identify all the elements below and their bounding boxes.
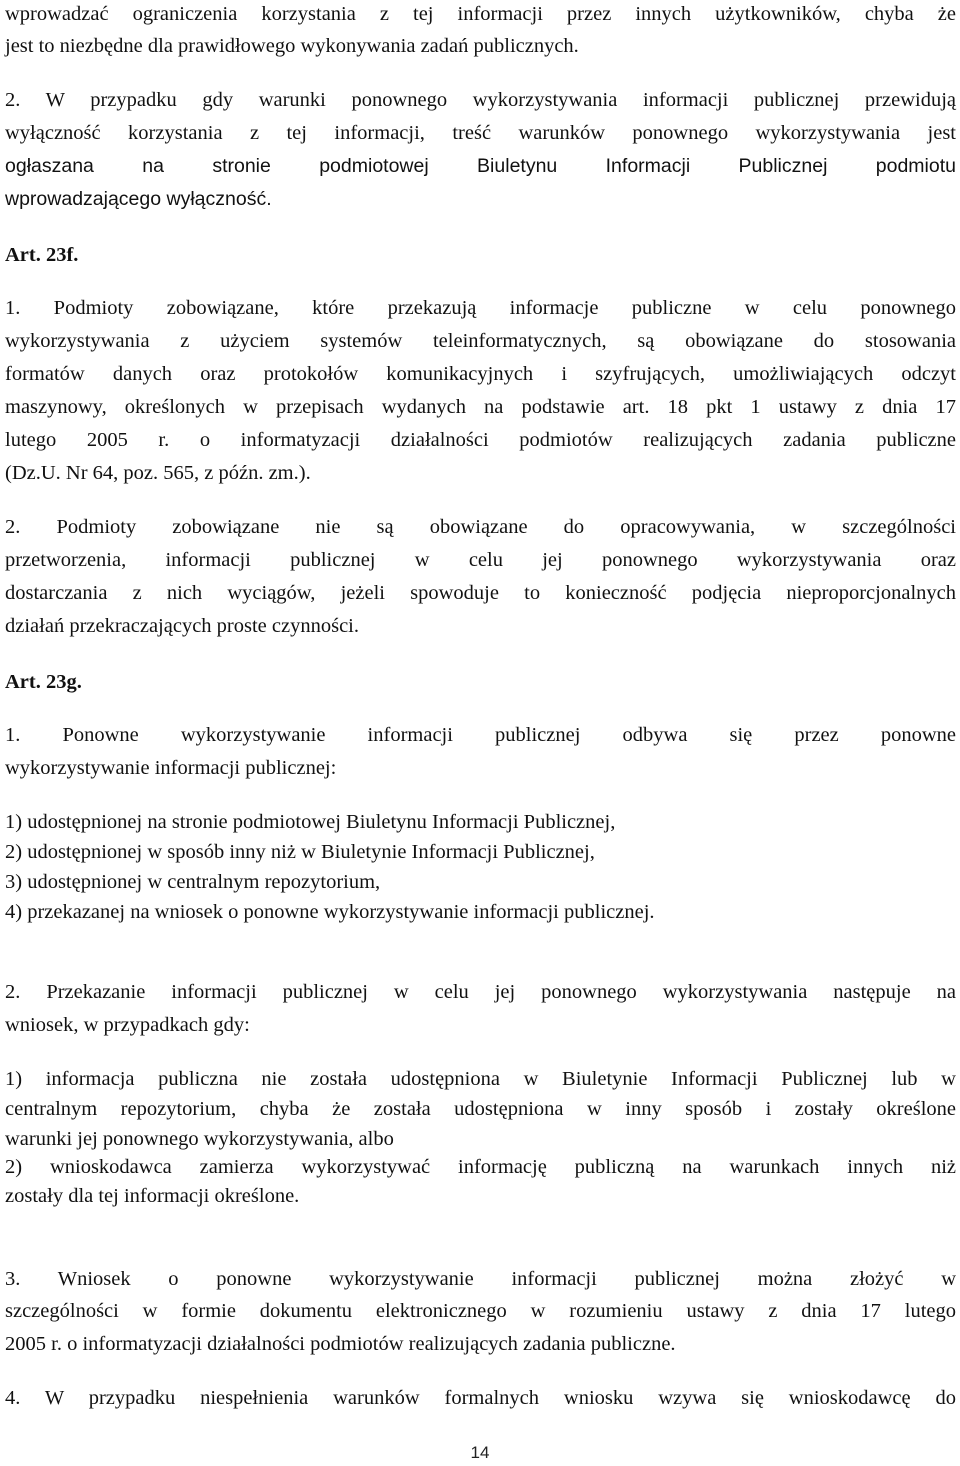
list-item: centralnym repozytorium, chyba że została udostępniona w inny sposób i zostały określone xyxy=(5,1098,956,1120)
text-line: 2. Podmioty zobowiązane nie są obowiązane do opracowywania, w szczególności xyxy=(5,516,956,538)
text-line: dostarczania z nich wyciągów, jeżeli spowoduje to konieczność podjęcia nieproporcjonalnych xyxy=(5,582,956,604)
text-line: wprowadzającego wyłączność. xyxy=(5,188,272,210)
text-line: wprowadzać ograniczenia korzystania z tej informacji przez innych użytkowników, chyba że xyxy=(5,3,956,25)
text-line: działań przekraczających proste czynności. xyxy=(5,615,359,637)
list-item: 1) informacja publiczna nie została udostępniona w Biuletynie Informacji Publicznej lub w xyxy=(5,1068,956,1090)
text-line: maszynowy, określonych w przepisach wydanych na podstawie art. 18 pkt 1 ustawy z dnia 17 xyxy=(5,396,956,418)
list-item: 2) wnioskodawca zamierza wykorzystywać informację publiczną na warunkach innych niż xyxy=(5,1156,956,1178)
text-line: ogłaszana na stronie podmiotowej Biuletynu Informacji Publicznej podmiotu xyxy=(5,155,956,177)
document-page xyxy=(5,0,956,1466)
text-line: wykorzystywanie informacji publicznej: xyxy=(5,757,337,779)
text-line: 1. Ponowne wykorzystywanie informacji publicznej odbywa się przez ponowne xyxy=(5,724,956,746)
text-line: 2. W przypadku gdy warunki ponownego wykorzystywania informacji publicznej przewidują xyxy=(5,89,956,111)
list-item: 1) udostępnionej na stronie podmiotowej Biuletynu Informacji Publicznej, xyxy=(5,811,616,833)
article-heading: Art. 23g. xyxy=(5,671,82,693)
text-line: wniosek, w przypadkach gdy: xyxy=(5,1014,250,1036)
text-line: lutego 2005 r. o informatyzacji działalności podmiotów realizujących zadania publiczne xyxy=(5,429,956,451)
page-number: 14 xyxy=(470,1443,490,1462)
text-line: 1. Podmioty zobowiązane, które przekazują informacje publiczne w celu ponownego xyxy=(5,297,956,319)
text-line: szczególności w formie dokumentu elektronicznego w rozumieniu ustawy z dnia 17 lutego xyxy=(5,1300,956,1322)
list-item: 3) udostępnionej w centralnym repozytorium, xyxy=(5,871,381,893)
text-line: przetworzenia, informacji publicznej w celu jej ponownego wykorzystywania oraz xyxy=(5,549,956,571)
list-item: warunki jej ponownego wykorzystywania, albo xyxy=(5,1128,394,1150)
text-line: wykorzystywania z użyciem systemów teleinformatycznych, są obowiązane do stosowania xyxy=(5,330,956,352)
text-line: wyłączność korzystania z tej informacji, treść warunków ponownego wykorzystywania jest xyxy=(5,122,956,144)
text-line: (Dz.U. Nr 64, poz. 565, z późn. zm.). xyxy=(5,462,311,484)
text-line: 2005 r. o informatyzacji działalności podmiotów realizujących zadania publiczne. xyxy=(5,1333,676,1355)
list-item: zostały dla tej informacji określone. xyxy=(5,1185,300,1207)
article-heading: Art. 23f. xyxy=(5,244,79,266)
list-item: 4) przekazanej na wniosek o ponowne wykorzystywanie informacji publicznej. xyxy=(5,901,655,923)
text-line: jest to niezbędne dla prawidłowego wykonywania zadań publicznych. xyxy=(5,35,579,57)
list-item: 2) udostępnionej w sposób inny niż w Biuletynie Informacji Publicznej, xyxy=(5,841,595,863)
text-line: 4. W przypadku niespełnienia warunków formalnych wniosku wzywa się wnioskodawcę do xyxy=(5,1387,956,1409)
text-line: formatów danych oraz protokołów komunikacyjnych i szyfrujących, umożliwiających odczyt xyxy=(5,363,956,385)
text-line: 3. Wniosek o ponowne wykorzystywanie informacji publicznej można złożyć w xyxy=(5,1268,956,1290)
text-line: 2. Przekazanie informacji publicznej w celu jej ponownego wykorzystywania następuje na xyxy=(5,981,956,1003)
